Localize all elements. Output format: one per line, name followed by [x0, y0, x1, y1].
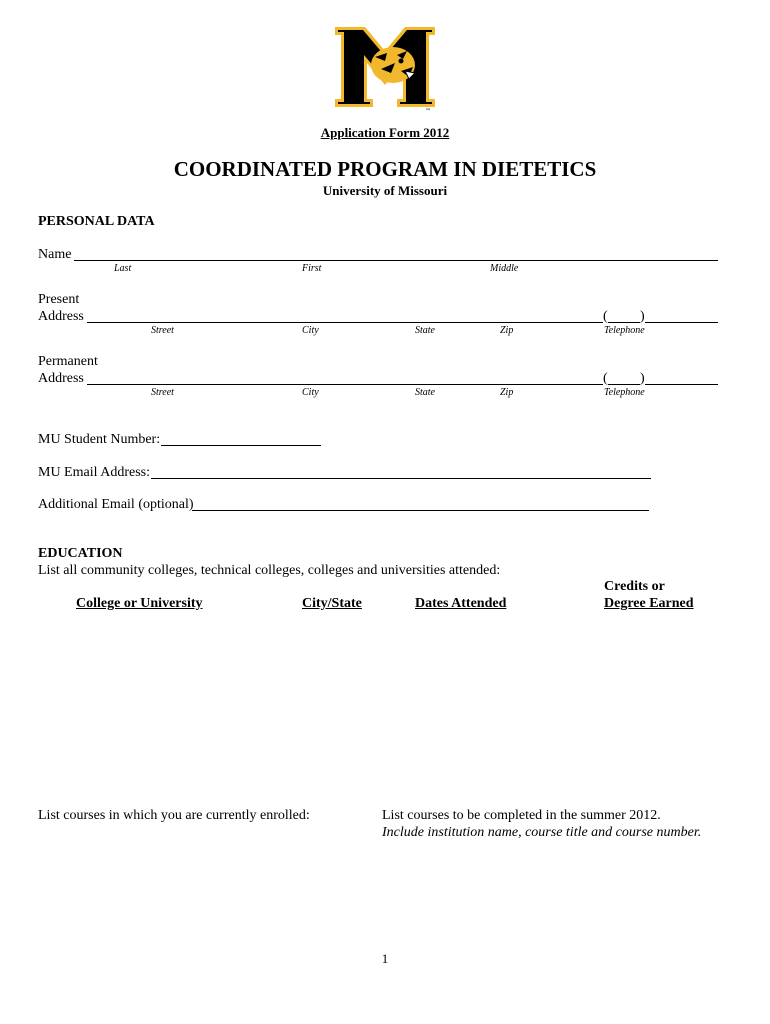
personal-data-heading: PERSONAL DATA [38, 214, 155, 229]
student-number-label: MU Student Number: [38, 432, 161, 447]
present-address-label-line2: Address [38, 309, 84, 324]
permanent-address-field[interactable] [89, 369, 601, 385]
permanent-sublabel-telephone: Telephone [604, 387, 645, 398]
education-heading: EDUCATION [38, 546, 123, 561]
present-sublabel-zip: Zip [500, 325, 514, 336]
col-credits-line2: Degree Earned [604, 596, 694, 611]
col-city-state: City/State [302, 596, 362, 611]
present-address-label-line1: Present [38, 292, 80, 307]
summer-courses-label: List courses to be completed in the summer 2012. [382, 808, 661, 823]
present-area-code-field[interactable] [609, 307, 639, 323]
col-college-or-university: College or University [76, 596, 203, 611]
program-title: COORDINATED PROGRAM IN DIETETICS [173, 157, 597, 181]
permanent-sublabel-zip: Zip [500, 387, 514, 398]
permanent-sublabel-street: Street [151, 387, 174, 398]
university-name: University of Missouri [322, 183, 448, 198]
email-label: MU Email Address: [38, 465, 150, 480]
permanent-phone-field[interactable] [646, 369, 717, 385]
svg-text:™: ™ [425, 108, 431, 113]
permanent-phone-paren-close: ) [640, 371, 645, 386]
present-sublabel-telephone: Telephone [604, 325, 645, 336]
additional-email-label: Additional Email (optional) [38, 497, 194, 512]
university-logo [335, 27, 435, 113]
education-instruction: List all community colleges, technical colleges, colleges and universities attended: [38, 563, 501, 578]
present-phone-paren-open: ( [603, 309, 608, 324]
name-label: Name [38, 247, 72, 262]
permanent-area-code-field[interactable] [609, 369, 639, 385]
page-number: 1 [381, 951, 389, 966]
student-number-field[interactable] [163, 430, 319, 446]
permanent-phone-paren-open: ( [603, 371, 608, 386]
present-sublabel-street: Street [151, 325, 174, 336]
col-dates-attended: Dates Attended [415, 596, 507, 611]
present-phone-paren-close: ) [640, 309, 645, 324]
present-sublabel-state: State [415, 325, 435, 336]
permanent-sublabel-state: State [415, 387, 435, 398]
name-sublabel-middle: Middle [490, 263, 519, 274]
education-entries-area[interactable] [38, 616, 718, 796]
present-sublabel-city: City [302, 325, 319, 336]
permanent-sublabel-city: City [302, 387, 319, 398]
present-address-field[interactable] [89, 307, 601, 323]
col-credits-line1: Credits or [604, 579, 665, 594]
name-sublabel-first: First [302, 263, 322, 274]
permanent-address-label-line2: Address [38, 371, 84, 386]
email-field[interactable] [153, 463, 649, 479]
name-sublabel-last: Last [114, 263, 132, 274]
summer-courses-area[interactable] [382, 846, 718, 940]
present-phone-field[interactable] [646, 307, 717, 323]
current-courses-label: List courses in which you are currently enrolled: [38, 808, 310, 823]
name-field[interactable] [76, 245, 716, 261]
form-year-title: Application Form 2012 [320, 125, 450, 140]
additional-email-field[interactable] [194, 495, 647, 511]
permanent-address-label-line1: Permanent [38, 354, 98, 369]
summer-courses-note: Include institution name, course title and course number. [382, 825, 702, 840]
current-courses-area[interactable] [38, 830, 358, 940]
